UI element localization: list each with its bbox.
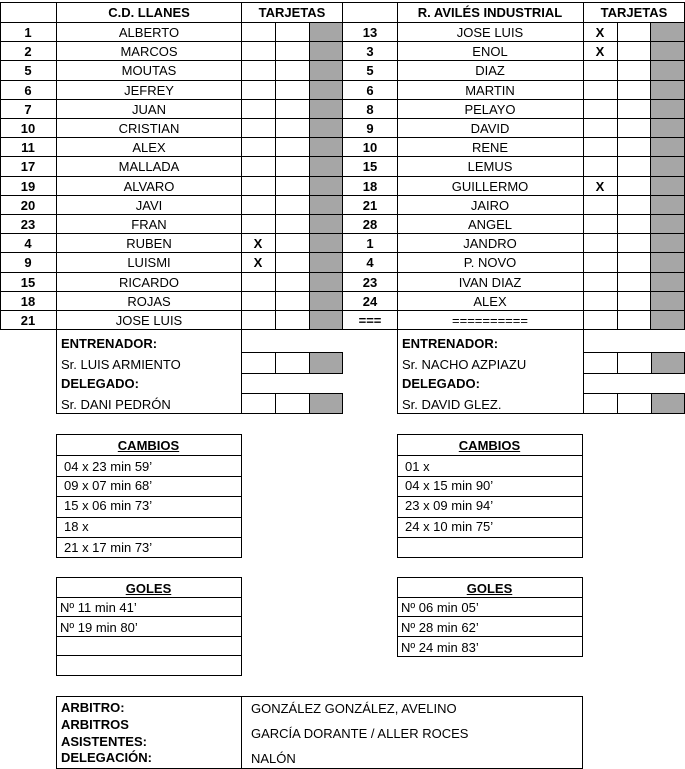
away-player-name: PELAYO — [464, 102, 516, 117]
away-team-name: R. AVILÉS INDUSTRIAL — [417, 5, 563, 20]
away-substitutions-entry: 24 x 10 min 75’ — [405, 519, 494, 534]
home-player-number: 7 — [24, 102, 32, 117]
away-player-name: ========== — [452, 313, 528, 328]
away-goals-title: GOLES — [466, 581, 513, 596]
grid-line — [56, 517, 242, 518]
away-player-card: X — [595, 44, 605, 59]
home-substitutions-entry: 21 x 17 min 73’ — [64, 540, 153, 555]
home-player-number: 19 — [20, 179, 36, 194]
grid-line — [397, 517, 583, 518]
away-player-name: ALEX — [473, 294, 507, 309]
away-player-number: 23 — [362, 275, 378, 290]
away-delegate-name: Sr. DAVID GLEZ. — [402, 397, 502, 412]
away-player-number: === — [358, 313, 382, 328]
away-player-name: LEMUS — [467, 159, 513, 174]
grid-line — [56, 636, 242, 637]
home-player-name: CRISTIAN — [118, 121, 180, 136]
grid-line — [56, 413, 343, 414]
away-player-name: DIAZ — [475, 63, 505, 78]
grid-line — [397, 636, 583, 637]
home-player-name: JOSE LUIS — [115, 313, 183, 328]
grid-line — [56, 655, 242, 656]
grid-line — [397, 616, 583, 617]
home-coach-name: Sr. LUIS ARMIENTO — [61, 357, 181, 372]
grid-line — [241, 373, 343, 374]
away-player-name: IVAN DIAZ — [458, 275, 522, 290]
away-player-number: 9 — [366, 121, 374, 136]
grid-line — [397, 597, 583, 598]
grid-line — [582, 696, 583, 769]
away-goals-entry: Nº 28 min 62’ — [401, 620, 479, 635]
assistants-label-line2: ASISTENTES: — [61, 734, 147, 749]
home-player-name: JUAN — [132, 102, 166, 117]
grid-line — [650, 22, 651, 330]
referee-label: ARBITRO: — [61, 700, 125, 715]
grid-line — [397, 413, 685, 414]
grid-line — [397, 455, 583, 456]
grid-line — [397, 656, 583, 657]
away-player-name: GUILLERMO — [451, 179, 529, 194]
away-substitutions-entry: 23 x 09 min 94’ — [405, 498, 494, 513]
away-cards-header: TARJETAS — [600, 5, 668, 20]
grid-line — [397, 577, 583, 578]
home-player-name: ALBERTO — [118, 25, 180, 40]
grid-line — [583, 373, 685, 374]
grid-line — [56, 455, 242, 456]
grid-line — [56, 496, 242, 497]
home-player-number: 5 — [24, 63, 32, 78]
away-coach-name: Sr. NACHO AZPIAZU — [402, 357, 527, 372]
home-player-number: 17 — [20, 159, 36, 174]
home-player-number: 1 — [24, 25, 32, 40]
away-player-number: 5 — [366, 63, 374, 78]
away-player-name: ENOL — [472, 44, 508, 59]
away-player-number: 6 — [366, 83, 374, 98]
away-player-name: MARTIN — [465, 83, 515, 98]
delegation-name: NALÓN — [251, 751, 296, 766]
grid-line — [56, 476, 242, 477]
away-substitutions-entry: 01 x — [405, 459, 430, 474]
home-player-name: MOUTAS — [121, 63, 177, 78]
home-player-name: ROJAS — [127, 294, 171, 309]
home-player-name: RUBEN — [126, 236, 172, 251]
away-player-number: 18 — [362, 179, 378, 194]
home-player-name: JAVI — [135, 198, 163, 213]
grid-line — [56, 577, 242, 578]
grid-line — [56, 557, 242, 558]
home-substitutions-entry: 04 x 23 min 59’ — [64, 459, 153, 474]
grid-line — [342, 352, 343, 374]
home-delegate-name: Sr. DANI PEDRÓN — [61, 397, 171, 412]
home-player-name: MARCOS — [120, 44, 178, 59]
away-player-number: 21 — [362, 198, 378, 213]
home-coach-label: ENTRENADOR: — [61, 336, 158, 351]
away-player-number: 28 — [362, 217, 378, 232]
away-delegate-label: DELEGADO: — [402, 376, 480, 391]
away-player-number: 24 — [362, 294, 378, 309]
away-player-card: X — [595, 179, 605, 194]
home-player-number: 15 — [20, 275, 36, 290]
away-player-name: JOSE LUIS — [456, 25, 524, 40]
away-player-name: ANGEL — [467, 217, 513, 232]
home-player-number: 2 — [24, 44, 32, 59]
home-goals-entry: Nº 11 min 41’ — [60, 600, 137, 615]
grid-line — [397, 496, 583, 497]
away-coach-shaded-cell — [652, 353, 684, 373]
home-substitutions-entry: 09 x 07 min 68’ — [64, 478, 153, 493]
home-player-number: 11 — [21, 140, 35, 155]
away-player-number: 15 — [362, 159, 378, 174]
home-player-name: ALEX — [132, 140, 166, 155]
home-player-number: 6 — [24, 83, 32, 98]
home-player-number: 21 — [20, 313, 36, 328]
grid-line — [583, 329, 584, 414]
grid-line — [397, 537, 583, 538]
home-player-card: X — [253, 236, 263, 251]
away-player-name: JANDRO — [463, 236, 517, 251]
grid-line — [397, 329, 398, 414]
away-player-number: 1 — [366, 236, 374, 251]
home-player-name: LUISMI — [127, 255, 171, 270]
home-delegate-label: DELEGADO: — [61, 376, 139, 391]
away-player-number: 8 — [366, 102, 374, 117]
grid-line — [342, 393, 343, 414]
home-player-number: 4 — [24, 236, 32, 251]
grid-line — [56, 434, 242, 435]
home-player-name: FRAN — [131, 217, 167, 232]
grid-line — [56, 537, 242, 538]
away-coach-label: ENTRENADOR: — [402, 336, 499, 351]
away-player-number: 10 — [362, 140, 378, 155]
grid-line — [617, 352, 618, 374]
away-goals-entry: Nº 06 min 05’ — [401, 600, 479, 615]
away-substitutions-entry: 04 x 15 min 90’ — [405, 478, 494, 493]
away-player-name: RENE — [471, 140, 509, 155]
grid-line — [397, 434, 583, 435]
away-delegate-shaded-cell — [652, 394, 684, 413]
home-player-number: 9 — [24, 255, 32, 270]
assistant-referees: GARCÍA DORANTE / ALLER ROCES — [251, 726, 469, 741]
home-player-name: JEFREY — [124, 83, 174, 98]
home-player-number: 23 — [20, 217, 36, 232]
home-team-name: C.D. LLANES — [108, 5, 190, 20]
home-delegate-shaded-cell — [310, 394, 342, 413]
grid-line — [617, 393, 618, 414]
home-cards-header: TARJETAS — [258, 5, 326, 20]
home-substitutions-entry: 15 x 06 min 73’ — [64, 498, 153, 513]
grid-line — [241, 329, 242, 414]
grid-line — [241, 696, 242, 769]
away-substitutions-title: CAMBIOS — [458, 438, 521, 453]
away-player-name: DAVID — [470, 121, 510, 136]
grid-line — [275, 393, 276, 414]
grid-line — [56, 616, 242, 617]
home-player-name: RICARDO — [119, 275, 179, 290]
home-substitutions-title: CAMBIOS — [117, 438, 180, 453]
away-player-number: 3 — [366, 44, 374, 59]
away-player-number: 13 — [362, 25, 378, 40]
home-coach-shaded-cell — [310, 353, 342, 373]
away-goals-entry: Nº 24 min 83’ — [401, 640, 479, 655]
away-player-name: JAIRO — [470, 198, 510, 213]
grid-line — [56, 675, 242, 676]
away-player-card: X — [595, 25, 605, 40]
home-player-number: 18 — [20, 294, 36, 309]
home-player-name: ALVARO — [123, 179, 175, 194]
home-substitutions-entry: 18 x — [64, 519, 89, 534]
grid-line — [56, 329, 57, 414]
home-player-number: 10 — [20, 121, 36, 136]
delegation-label: DELEGACIÓN: — [61, 750, 152, 765]
grid-line — [56, 696, 583, 697]
home-player-number: 20 — [20, 198, 36, 213]
home-player-card: X — [253, 255, 263, 270]
grid-line — [275, 352, 276, 374]
away-player-name: P. NOVO — [463, 255, 517, 270]
grid-line — [56, 696, 57, 769]
home-goals-entry: Nº 19 min 80’ — [60, 620, 138, 635]
grid-line — [56, 597, 242, 598]
home-goals-title: GOLES — [125, 581, 172, 596]
assistants-label-line1: ARBITROS — [61, 717, 129, 732]
grid-line — [397, 557, 583, 558]
away-player-number: 4 — [366, 255, 374, 270]
home-player-name: MALLADA — [118, 159, 180, 174]
referee-name: GONZÁLEZ GONZÁLEZ, AVELINO — [251, 701, 457, 716]
grid-line — [397, 476, 583, 477]
